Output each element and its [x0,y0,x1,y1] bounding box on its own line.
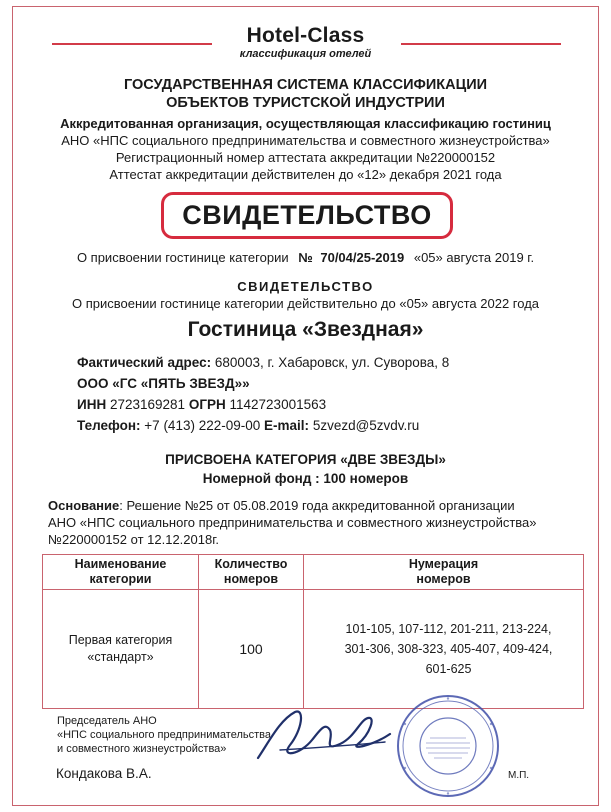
cell-category-line2: «стандарт» [87,650,154,664]
inn-value: 2723169281 [109,397,186,412]
header-line-1: ГОСУДАРСТВЕННАЯ СИСТЕМА КЛАССИФИКАЦИИ [123,77,488,93]
certificate-number: 70/04/25-2019 [320,250,405,265]
logo-title: Hotel-Class [246,24,365,47]
header-count-line2: номеров [223,572,279,586]
basis-line-1 [48,498,515,513]
phone-label: Телефон: [77,418,141,433]
assignment-prefix: О присвоении гостинице категории [76,250,289,265]
chair-line-1: Председатель АНО [57,715,157,727]
header-count [199,555,304,590]
basis-label: Основание [48,498,120,513]
org-name-line: АНО «НПС социального предпринимательства и совместного жизнеустройства» [61,133,550,148]
certificate-title: СВИДЕТЕЛЬСТВО [161,192,453,239]
address-value: 680003, г. Хабаровск, ул. Суворова, 8 [214,355,450,370]
assignment-date: «05» августа 2019 г. [413,250,535,265]
cell-category [43,590,199,709]
header-count-line1: Количество [214,557,288,571]
assigned-category: ПРИСВОЕНА КАТЕГОРИЯ «ДВЕ ЗВЕЗДЫ» [165,452,446,467]
basis-text-1: : Решение №25 от 05.08.2019 года аккредитованной организации [119,498,515,513]
inn-ogrn-line [77,397,326,412]
ogrn-value: 1142723001563 [229,397,327,412]
header-numbering-line1: Нумерация [408,557,479,571]
header-line-2: ОБЪЕКТОВ ТУРИСТСКОЙ ИНДУСТРИИ [166,95,445,111]
email-label: E-mail: [264,418,310,433]
numbering-line-2: 301-306, 308-323, 405-407, 409-424, [344,642,553,656]
cell-count: 100 [199,590,304,709]
numbering-line-1: 101-105, 107-112, 201-211, 213-224, [345,622,552,636]
assignment-line [0,250,611,265]
table-header-row [43,555,584,590]
stamp-seal-icon [396,694,500,798]
header-category-line1: Наименование [74,557,167,571]
room-fund: Номерной фонд : 100 номеров [202,471,409,486]
contact-line [77,418,419,433]
basis-line-3: №220000152 от 12.12.2018г. [48,532,219,547]
header-numbering [304,555,584,590]
ogrn-label: ОГРН [188,397,226,412]
reg-number-line: Регистрационный номер аттестата аккредитации №220000152 [115,150,496,165]
accreditation-validity-line: Аттестат аккредитации действителен до «12» декабря 2021 года [109,167,502,182]
accredited-org-line: Аккредитованная организация, осуществляющая классификацию гостиниц [60,116,551,131]
header-numbering-line2: номеров [416,572,471,586]
cell-category-line1: Первая категория [68,633,173,647]
numbering-line-3: 601-625 [425,662,472,676]
category-table [42,554,584,709]
chair-line-3: и совместного жизнеустройства» [57,743,227,755]
hotel-name: Гостиница «Звездная» [187,318,424,341]
address-label: Фактический адрес: [77,355,212,370]
phone-value: +7 (413) 222-09-00 [144,418,261,433]
validity-line: О присвоении гостинице категории действительно до «05» августа 2022 года [71,296,540,311]
header-category-line2: категории [89,572,152,586]
email-value: 5zvezd@5zvdv.ru [312,418,420,433]
seal-place-mark: М.П. [508,770,530,781]
signer-name: Кондакова В.А. [56,766,152,781]
company-name: ООО «ГС «ПЯТЬ ЗВЕЗД»» [77,376,250,391]
basis-line-2: АНО «НПС социального предпринимательства и совместного жизнеустройства» [48,515,537,530]
header-category [43,555,199,590]
inn-label: ИНН [77,397,107,412]
signature-icon [250,700,400,770]
cell-numbering [304,590,584,709]
chair-line-2: «НПС социального предпринимательства [57,729,271,741]
chair-block [57,714,271,756]
number-sign: № [298,250,313,265]
table-row [43,590,584,709]
certificate-subtitle: СВИДЕТЕЛЬСТВО [237,279,374,294]
logo-subtitle: классификация отелей [239,48,372,60]
address-line [77,355,449,370]
